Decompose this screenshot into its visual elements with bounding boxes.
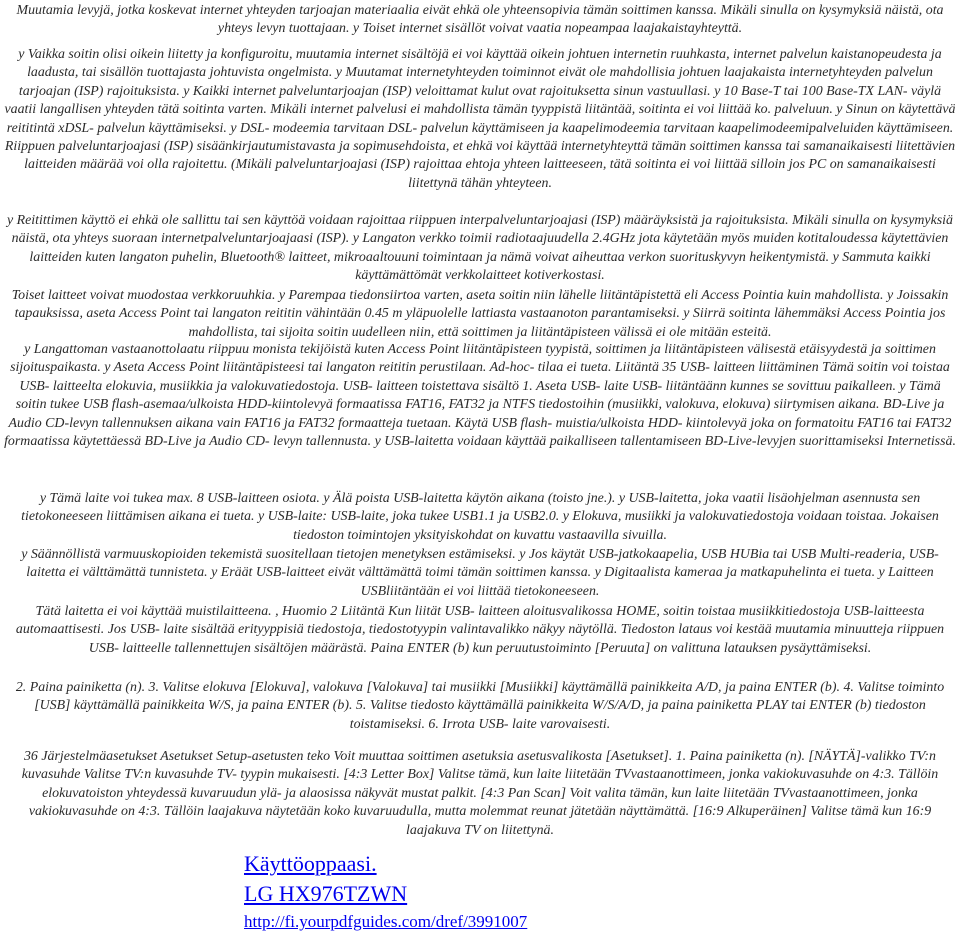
paragraph-network-placement: Toiset laitteet voivat muodostaa verkkoruuhkia. y Parempaa tiedonsiirtoa varten, aseta soitin niin lähelle liitäntäpistettä eli Access Pointia kuin mahdollista. y Joissakin tapauksissa, aseta Access Point tai langaton reititin vähintään 0.45 m yläpuolelle lattiasta vastaanoton parantamiseksi. y Siirrä soitinta lähemmäksi Access Pointia jos mahdollista, tai sijoita soitin uudelleen niin, että soittimen ja liitäntäpisteen välissä ei ole mitään esteitä. (11, 288, 949, 340)
paragraph-content-compatibility: Muutamia levyjä, jotka koskevat internet yhteyden tarjoajan materiaalia eivät ehkä ole yhteensopivia tämän soittimen kanssa. Mikäli sinulla on kysymyksiä näistä, ota yhteys levyn tuottajaan. y Toiset internet sisällöt voivat vaatia nopeampaa laajakaistayhteyttä. (16, 3, 944, 37)
paragraph-usb-connection: y Langattoman vastaanottolaatu riippuu monista tekijöistä kuten Access Point liitäntäpisteen tyypistä, soittimen ja liitäntäpisteen välisestä etäisyydestä ja soittimen sijoituspaikasta. y Aseta Access Point liitäntäpisteesi tai langaton reititin perustilaan. Ad-hoc- tilaa ei tueta. Liitäntä 35 USB- laitteen liittäminen Tämä soitin voi toistaa USB- laitteelta elokuvia, musiikkia ja valokuvatiedostoja. USB- laitteen toistettava sisältö 1. Aseta USB- laite USB- liitäntäänn kunnes se sovittuu paikalleen. y Tämä soitin tukee USB flash-asemaa/ulkoista HDD-kiintolevyä formaatissa FAT16, FAT32 ja NTFS tiedostoihin (musiikki, valokuva, elokuva) siirtymisen aikana. BD-Live ja Audio CD-levyn tallennuksen aikana vain FAT16 ja FAT32 formaatteja tuetaan. Käytä USB flash- muistia/ulkoista HDD- kiintolevyä joka on formatoitu FAT16 tai FAT32 formaatissa käytettäessä BD-Live ja Audio CD- levyn tallennusta. y USB-laitetta voidaan käyttää paikalliseen tallentamiseen BD-Live-levyjen suorittamiseksi Internetissä. (4, 342, 956, 450)
manual-links (244, 849, 744, 934)
paragraph-internet-limitations: y Vaikka soitin olisi oikein liitetty ja konfiguroitu, muutamia internet sisältöjä ei voi käyttää oikein johtuen internetin ruuhkasta, internet palvelun kaistanopeudesta ja laadusta, tai sisällön tuottajasta johtuvista ongelmista. y Muutamat internetyhteyden toiminnot eivät ole mahdollisia johtuen laajakaista internetyhteyden palvelun tarjoajan (ISP) rajoituksista. y Kaikki internet palveluntarjoajan (ISP) veloittamat kulut ovat rajoituksetta sinun vastuullasi. y 10 Base-T tai 100 Base-TX LAN- väylä vaatii langallisen yhteyden tätä soitinta varten. Mikäli internet palvelusi ei mahdollista tämän tyyppistä liitäntää, soitinta ei voi liittää ko. palveluun. y Sinun on käytettävä reititintä xDSL- palvelun käyttämiseksi. y DSL- modeemia tarvitaan DSL- palvelun käyttämiseen ja kaapelimodeemia tarvitaan kaapelimodeemipalveluiden käyttämiseen. Riippuen palveluntarjoajasi (ISP) sisäänkirjautumistavasta ja sopimusehdoista, et ehkä voi käyttää internetyhteyttä tämän soittimen kanssa tai samanaikaisesti liitettävien laitteiden määrää voi olla rajoitettu. (Mikäli palveluntarjoajasi (ISP) rajoittaa ehtoja yhteen laitteeseen, tätä soitinta ei voi liittää silloin jos PC on samanaikaisesti liitettynä tähän yhteyteen. (4, 47, 956, 191)
paragraph-usb-support: y Tämä laite voi tukea max. 8 USB-laitteen osiota. y Älä poista USB-laitetta käytön aikana (toisto jne.). y USB-laitetta, joka vaatii lisäohjelman asennusta sen tietokoneeseen liittämisen aikana ei tueta. y USB-laite: USB-laite, joka tukee USB1.1 ja USB2.0. y Elokuva, musiikki ja valokuvatiedostoja voidaan toistaa. Jokaisen tiedoston toimintojen yksityiskohdat on kuvattu vastaavilla sivuilla. (21, 491, 939, 543)
model-link[interactable]: LG HX976TZWN (244, 881, 408, 906)
paragraph-router-wireless: y Reitittimen käyttö ei ehkä ole sallittu tai sen käyttöä voidaan rajoittaa riippuen interpalveluntarjoajasi (ISP) määräyksistä ja rajoituksista. Mikäli sinulla on kysymyksiä näistä, ota yhteys suoraan internetpalveluntarjoajaasi (ISP). y Langaton verkko toimii radiotaajuudella 2.4GHz jota käytetään myös muiden kotitaloudessa käytettävien laitteiden kuten langaton puhelin, Bluetooth® laitteet, mikroaaltouuni toimintaan ja nämä voivat aiheuttaa verkon suorituskyvyn heikentymistä. y Sammuta kaikki käyttämättömät verkkolaitteet kotiverkostasi. (7, 213, 953, 284)
url-link[interactable]: http://fi.yourpdfguides.com/dref/3991007 (244, 912, 528, 931)
paragraph-usb-steps: 2. Paina painiketta (n). 3. Valitse elokuva [Elokuva], valokuva [Valokuva] tai musiikki [Musiikki] käyttämällä painikkeita A/D, ja paina ENTER (b). 4. Valitse toiminto [USB] käyttämällä painikkeita W/S, ja paina ENTER (b). 5. Valitse tiedosto käyttämällä painikkeita W/S/A/D, ja paina painiketta PLAY tai ENTER (b) tiedoston toistamiseksi. 6. Irrota USB- laite varovaisesti. (15, 680, 945, 732)
manual-link[interactable]: Käyttöoppaasi. (244, 851, 377, 876)
paragraph-usb-autoplay: Tätä laitetta ei voi käyttää muistilaitteena. , Huomio 2 Liitäntä Kun liität USB- laitteen aloitusvalikossa HOME, soitin toistaa musiikkitiedostoja USB-laitteesta automaattisesti. Jos USB- laite sisältää erityyppisiä tiedostoja, tiedostotyypin valintavalikko näkyy näytöllä. Tiedoston lataus voi kestää muutamia minuutteja riippuen USB- laitteelle tallennettujen sisältöjen määrästä. Paina ENTER (b) kun peruutustoiminto [Peruuta] on valittuna latauksen pysäyttämiseksi. (15, 604, 945, 656)
paragraph-usb-backup: y Säännöllistä varmuuskopioiden tekemistä suositellaan tietojen menetyksen estämiseksi. y Jos käytät USB-jatkokaapelia, USB HUBia tai USB Multi-readeria, USB-laitetta ei välttämättä tunnisteta. y Eräät USB-laitteet eivät välttämättä toimi tämän soittimen kanssa. y Digitaalista kameraa ja matkapuhelinta ei tueta. y Laitteen USBliitäntään ei voi liittää tietokoneeseen. (21, 547, 939, 599)
paragraph-system-settings: 36 Järjestelmäasetukset Asetukset Setup-asetusten teko Voit muuttaa soittimen asetuksia asetusvalikosta [Asetukset]. 1. Paina painiketta (n). [NÄYTÄ]-valikko TV:n kuvasuhde Valitse TV:n kuvasuhde TV- tyypin mukaisesti. [4:3 Letter Box] Valitse tämä, kun laite liitetään TVvastaanottimeen, jonka vakiokuvasuhde on 4:3. Tällöin elokuvatoiston yhteydessä kuvaruudun ylä- ja alaosissa näkyvät mustat palkit. [4:3 Pan Scan] Voit valita tämän, kun laite liitetään TVvastaanottimeen, jonka vakiokuvasuhde on 4:3. Tällöin laajakuva näytetään koko kuvaruudulla, mutta molemmat reunat jätetään näyttämättä. [16:9 Alkuperäinen] Valitse tämä kun 16:9 laajakuva TV on liitettynä. (21, 749, 939, 838)
